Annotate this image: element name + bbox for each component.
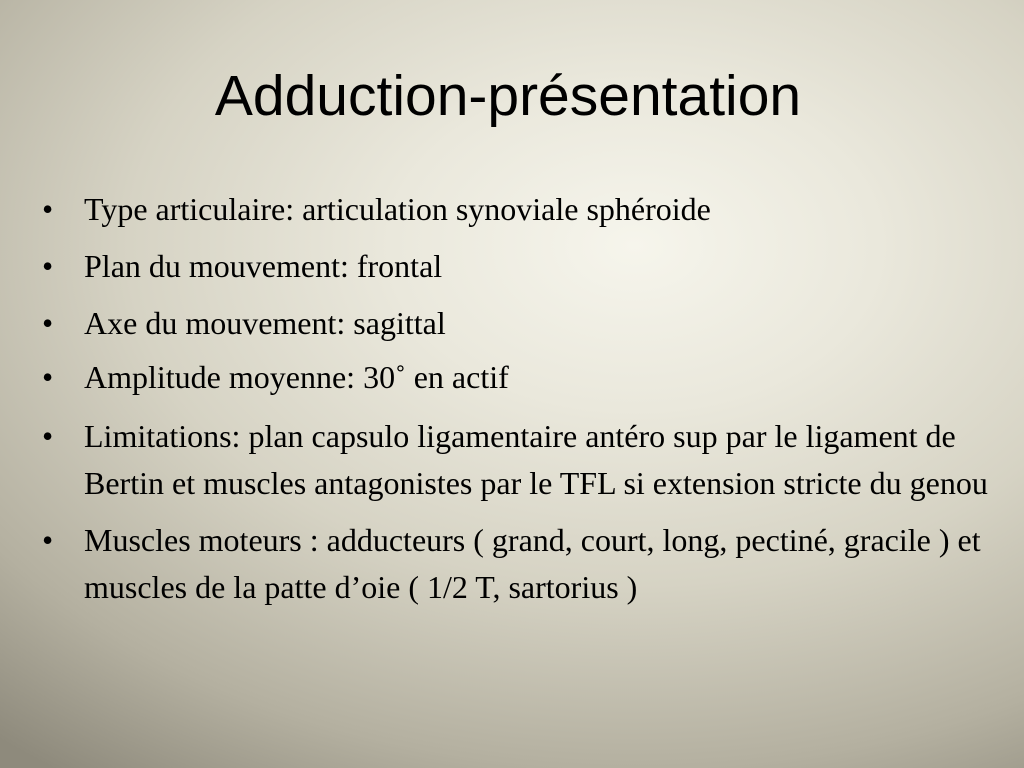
bullet-text: Type articulaire: articulation synoviale sphéroide bbox=[84, 191, 711, 227]
list-item bbox=[42, 413, 992, 507]
bullet-text: Axe du mouvement: sagittal bbox=[84, 305, 446, 341]
list-item bbox=[42, 354, 992, 401]
bullet-text: Muscles moteurs : adducteurs ( grand, court, long, pectiné, gracile ) et muscles de la patte d’oie ( 1/2 T, sartorius ) bbox=[84, 522, 981, 605]
list-item bbox=[42, 300, 992, 347]
slide-title: Adduction-présentation bbox=[214, 64, 802, 128]
list-item bbox=[42, 517, 992, 611]
bullet-text: Plan du mouvement: frontal bbox=[84, 248, 443, 284]
bullet-icon: • bbox=[42, 418, 54, 454]
bullet-icon: • bbox=[42, 522, 54, 558]
bullet-text: Amplitude moyenne: 30˚ en actif bbox=[84, 359, 509, 395]
bullet-list bbox=[42, 186, 992, 611]
bullet-icon: • bbox=[42, 359, 54, 395]
bullet-icon: • bbox=[42, 248, 54, 284]
list-item bbox=[42, 186, 992, 233]
bullet-icon: • bbox=[42, 305, 54, 341]
bullet-text: Limitations: plan capsulo ligamentaire antéro sup par le ligament de Bertin et muscles antagonistes par le TFL si extension stricte du genou bbox=[84, 418, 988, 501]
list-item bbox=[42, 243, 992, 290]
bullet-icon: • bbox=[42, 191, 54, 227]
